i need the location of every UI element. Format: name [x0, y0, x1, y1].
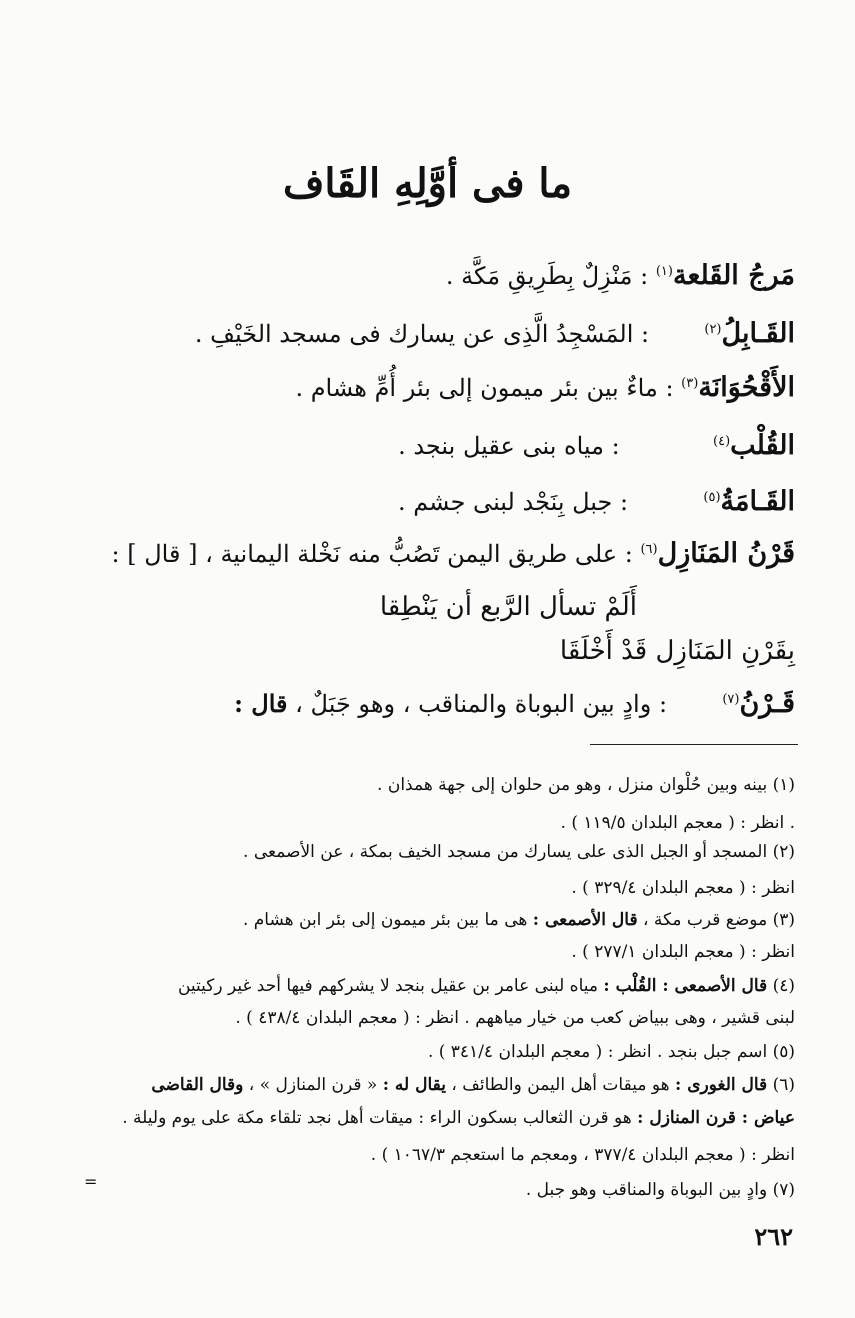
footnote-ref: (٦) — [640, 542, 658, 557]
footnote-5: (٥) اسم جبل بنجد . انظر : ( معجم البلدان ٣٤١/٤ ) . — [427, 1042, 795, 1062]
footnote-7: (٧) وادٍ بين البوباة والمناقب وهو جبل . — [525, 1180, 795, 1200]
footnote-3-ref: انظر : ( معجم البلدان ٢٧٧/١ ) . — [571, 942, 795, 962]
page-number: ٢٦٢ — [754, 1222, 793, 1251]
entry-definition: : مَنْزِلٌ بِطَرِيقِ مَكَّة . — [445, 262, 649, 290]
footnote-ref: (٢) — [704, 322, 722, 337]
continuation-mark: = — [84, 1172, 98, 1191]
entry-headword: قَـرْنُ — [739, 688, 795, 719]
footnote-4-cont: لبنى قشير ، وهى ببياض كعب من خيار مياههم . انظر : ( معجم البلدان ٤٣٨/٤ ) . — [235, 1008, 795, 1028]
footnote-ref: (٤) — [713, 434, 731, 449]
footnote-ref: (٥) — [703, 490, 721, 505]
footnote-6-ref: انظر : ( معجم البلدان ٣٧٧/٤ ، ومعجم ما استعجم ١٠٦٧/٣ ) . — [370, 1145, 795, 1165]
footnote-1-ref: . انظر : ( معجم البلدان ١١٩/٥ ) . — [560, 813, 795, 833]
footnote-2-ref: انظر : ( معجم البلدان ٣٢٩/٤ ) . — [571, 878, 795, 898]
entry-alaqhuwana — [35, 374, 795, 401]
footnote-separator — [590, 744, 798, 745]
entry-definition: : ماءٌ بين بئر ميمون إلى بئر أُمِّ هشام . — [295, 374, 674, 402]
footnote-ref: (١) — [655, 264, 673, 279]
footnote-ref: (٣) — [681, 376, 699, 391]
section-title: ما فى أوَّلِهِ القَاف — [282, 160, 573, 207]
entry-alqabil — [35, 320, 795, 347]
entry-definition: : مياه بنى عقيل بنجد . — [398, 432, 620, 460]
entry-qarn — [35, 690, 795, 717]
footnote-ref: (٧) — [722, 692, 740, 707]
entry-tail: قال : — [234, 689, 288, 718]
footnote-3: (٣) موضع قرب مكة ، قال الأصمعى : هى ما بين بئر ميمون إلى بئر ابن هشام . — [242, 910, 795, 930]
footnote-6-cont: عياض : قرن المنازل : هو قرن الثعالب بسكون الراء : ميقات أهل نجد تلقاء مكة على يوم وليلة . — [122, 1108, 795, 1128]
entry-definition: : وادٍ بين البوباة والمناقب ، وهو جَبَلٌ ، — [295, 690, 668, 718]
entry-definition: : المَسْجِدُ الَّذِى عن يسارك فى مسجد الخَيْفِ . — [194, 320, 650, 348]
footnote-4: (٤) قال الأصمعى : القُلْب : مياه لبنى عامر بن عقيل بنجد لا يشركهم فيها أحد غير ركيتين — [177, 976, 795, 996]
entry-headword: القَـابِلُ — [721, 318, 795, 349]
verse-line-2: بِقَرْنِ المَنَازِل قَدْ أَخْلَقَا — [559, 636, 795, 666]
entry-definition: : على طريق اليمن تَصُبُّ منه نَخْلة اليمانية ، [ قال ] : — [111, 540, 633, 568]
entry-headword: القُلْب — [730, 430, 795, 461]
entry-headword: قَرْنُ المَنَازِل — [657, 538, 795, 569]
entry-marj-alqalaa — [35, 262, 795, 289]
entry-headword: الأَقْحُوَانَة — [698, 372, 795, 403]
entry-definition: : جبل بِنَجْد لبنى جشم . — [397, 488, 629, 516]
entry-alqulb — [35, 432, 795, 459]
entry-qarn-almanazil — [35, 540, 795, 567]
footnote-6: (٦) قال الغورى : هو ميقات أهل اليمن والطائف ، يقال له : « قرن المنازل » ، وقال القاضى — [151, 1075, 795, 1095]
verse-line-1: أَلَمْ تسأل الرَّبع أن يَنْطِقا — [379, 592, 637, 622]
entry-headword: مَرجُ القَلعة — [672, 260, 795, 291]
footnote-1: (١) بينه وبين حُلْوان منزل ، وهو من حلوان إلى جهة همذان . — [377, 775, 795, 795]
footnote-2: (٢) المسجد أو الجبل الذى على يسارك من مسجد الخيف بمكة ، عن الأصمعى . — [243, 842, 795, 862]
entry-headword: القَـامَةُ — [720, 486, 795, 517]
entry-alqama — [35, 488, 795, 515]
